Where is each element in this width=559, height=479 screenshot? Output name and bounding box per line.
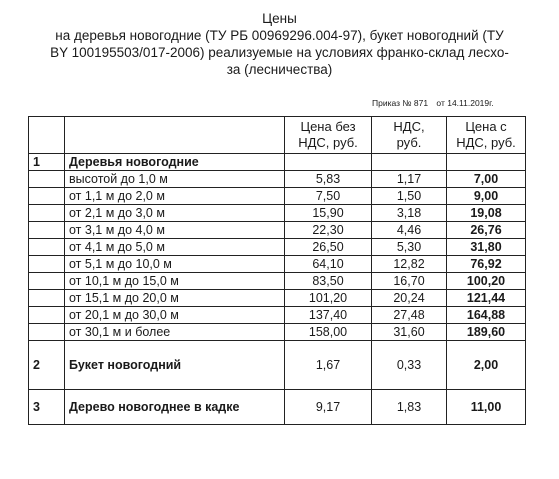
price-with-vat: 7,00	[447, 171, 526, 188]
price-with-vat: 19,08	[447, 205, 526, 222]
table-row	[29, 256, 526, 273]
vat-amount: 12,82	[372, 256, 447, 273]
section-row-bouquet	[29, 341, 526, 390]
price-without-vat: 5,83	[285, 171, 372, 188]
vat-amount: 1,17	[372, 171, 447, 188]
price-without-vat: 22,30	[285, 222, 372, 239]
section-number: 3	[29, 390, 65, 425]
table-row	[29, 273, 526, 290]
height-range: высотой до 1,0 м	[65, 171, 285, 188]
header-vat: НДС, руб.	[372, 117, 447, 154]
price-without-vat: 1,67	[285, 341, 372, 390]
table-row	[29, 324, 526, 341]
height-range: от 30,1 м и более	[65, 324, 285, 341]
vat-amount: 0,33	[372, 341, 447, 390]
vat-amount: 4,46	[372, 222, 447, 239]
title-line-1: Цены	[262, 11, 297, 26]
table-row	[29, 188, 526, 205]
price-with-vat: 26,76	[447, 222, 526, 239]
section-number: 1	[29, 154, 65, 171]
price-without-vat: 137,40	[285, 307, 372, 324]
price-with-vat: 11,00	[447, 390, 526, 425]
vat-amount: 31,60	[372, 324, 447, 341]
height-range: от 15,1 м до 20,0 м	[65, 290, 285, 307]
section-number: 2	[29, 341, 65, 390]
vat-amount: 5,30	[372, 239, 447, 256]
section-row-potted-tree	[29, 390, 526, 425]
price-with-vat: 189,60	[447, 324, 526, 341]
header-name-cell	[65, 117, 285, 154]
section-name: Букет новогодний	[65, 341, 285, 390]
vat-amount: 1,83	[372, 390, 447, 425]
title-line-2: на деревья новогодние (ТУ РБ 00969296.004-97), букет новогодний (ТУ	[55, 28, 504, 43]
order-date: от 14.11.2019г.	[436, 98, 494, 108]
price-without-vat: 26,50	[285, 239, 372, 256]
price-with-vat: 100,20	[447, 273, 526, 290]
table-row	[29, 171, 526, 188]
table-row	[29, 290, 526, 307]
price-with-vat: 9,00	[447, 188, 526, 205]
price-table	[28, 116, 526, 425]
price-without-vat: 7,50	[285, 188, 372, 205]
price-with-vat: 31,80	[447, 239, 526, 256]
title-line-3: BY 100195503/017-2006) реализуемые на условиях франко-склад лесхо-	[50, 45, 509, 60]
height-range: от 10,1 м до 15,0 м	[65, 273, 285, 290]
section-name: Деревья новогодние	[65, 154, 285, 171]
header-num-cell	[29, 117, 65, 154]
price-without-vat: 64,10	[285, 256, 372, 273]
height-range: от 1,1 м до 2,0 м	[65, 188, 285, 205]
vat-amount: 3,18	[372, 205, 447, 222]
price-without-vat: 9,17	[285, 390, 372, 425]
document-title	[0, 10, 559, 78]
vat-amount: 20,24	[372, 290, 447, 307]
table-header-row	[29, 117, 526, 154]
height-range: от 5,1 м до 10,0 м	[65, 256, 285, 273]
order-number: Приказ № 871	[372, 98, 429, 108]
price-without-vat: 158,00	[285, 324, 372, 341]
vat-amount: 16,70	[372, 273, 447, 290]
table-row	[29, 222, 526, 239]
price-without-vat: 83,50	[285, 273, 372, 290]
height-range: от 2,1 м до 3,0 м	[65, 205, 285, 222]
vat-amount: 1,50	[372, 188, 447, 205]
price-without-vat: 15,90	[285, 205, 372, 222]
height-range: от 4,1 м до 5,0 м	[65, 239, 285, 256]
section-name: Дерево новогоднее в кадке	[65, 390, 285, 425]
height-range: от 20,1 м до 30,0 м	[65, 307, 285, 324]
header-price-without-vat: Цена без НДС, руб.	[285, 117, 372, 154]
height-range: от 3,1 м до 4,0 м	[65, 222, 285, 239]
price-with-vat: 164,88	[447, 307, 526, 324]
title-line-4: за (лесничества)	[226, 62, 333, 77]
table-row	[29, 205, 526, 222]
table-row	[29, 239, 526, 256]
price-with-vat: 2,00	[447, 341, 526, 390]
section-row-trees	[29, 154, 526, 171]
vat-amount: 27,48	[372, 307, 447, 324]
price-with-vat: 121,44	[447, 290, 526, 307]
table-row	[29, 307, 526, 324]
price-with-vat: 76,92	[447, 256, 526, 273]
header-price-with-vat: Цена с НДС, руб.	[447, 117, 526, 154]
price-without-vat: 101,20	[285, 290, 372, 307]
order-reference	[372, 98, 500, 108]
